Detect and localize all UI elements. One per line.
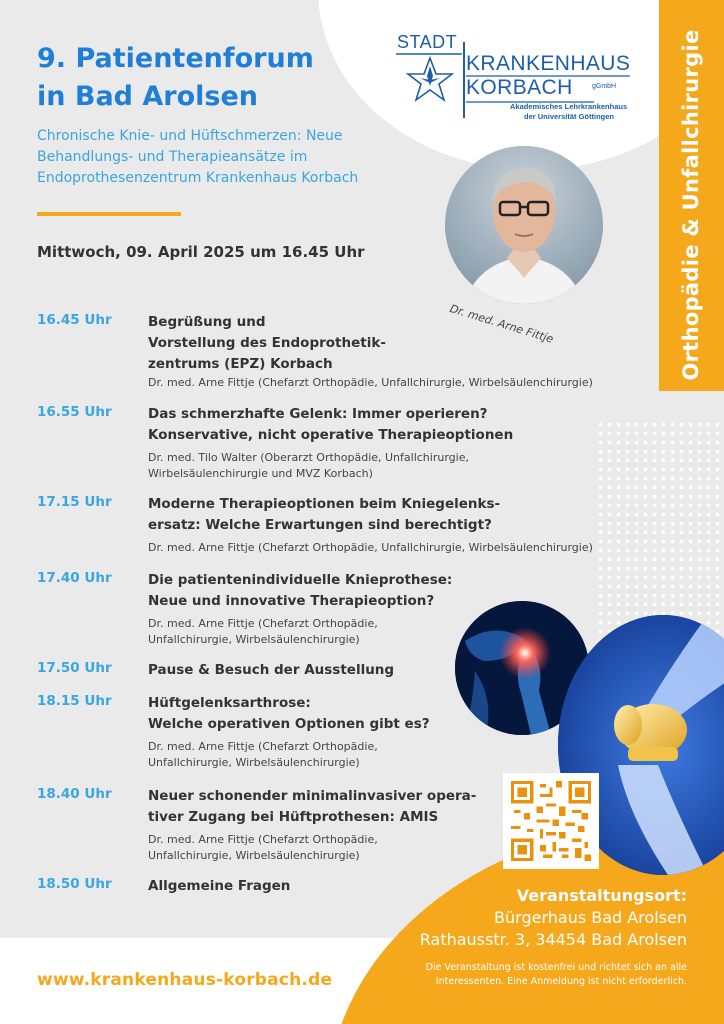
schedule-time: 18.40 Uhr — [37, 786, 112, 802]
side-banner-text: Orthopädie & Unfallchirurgie — [679, 29, 703, 381]
venue-name: Bürgerhaus Bad Arolsen — [494, 908, 687, 927]
schedule-speaker: Dr. med. Tilo Walter (Oberarzt Orthopädie, Unfallchirurgie, Wirbelsäulenchirurgie und MVZ Korbach) — [148, 451, 469, 480]
schedule-title: Das schmerzhafte Gelenk: Immer operieren? Konservative, nicht operative Therapieoptionen — [148, 406, 514, 443]
schedule-title: Begrüßung und Vorstellung des Endoprothetik- zentrums (EPZ) Korbach — [148, 314, 386, 372]
schedule-title: Hüftgelenksarthrose: Welche operativen Optionen gibt es? — [148, 695, 430, 732]
title-line-1: 9. Patientenforum — [37, 43, 314, 74]
schedule-title: Moderne Therapieoptionen beim Kniegelenks- ersatz: Welche Erwartungen sind berechtigt? — [148, 496, 501, 533]
schedule-time: 17.15 Uhr — [37, 494, 112, 510]
logo-korbach: KORBACH — [466, 76, 573, 99]
doctor-portrait — [445, 146, 603, 304]
divider-line — [37, 212, 181, 216]
schedule-title: Die patientenindividuelle Knieprothese: Neue und innovative Therapieoption? — [148, 572, 453, 609]
venue-address: Rathausstr. 3, 34454 Bad Arolsen — [419, 930, 687, 949]
schedule-title: Neuer schonender minimalinvasiver opera- tiver Zugang bei Hüftprothesen: AMIS — [148, 788, 477, 825]
schedule-time: 16.55 Uhr — [37, 404, 112, 420]
title-line-2: in Bad Arolsen — [37, 81, 259, 112]
qr-code[interactable] — [503, 773, 599, 869]
logo-krankenhaus: KRANKENHAUS — [466, 52, 631, 75]
schedule-speaker: Dr. med. Arne Fittje (Chefarzt Orthopädie, Unfallchirurgie, Wirbelsäulenchirurgie) — [148, 376, 593, 389]
logo-academic-line-2: der Universität Göttingen — [524, 112, 615, 121]
venue-info — [420, 885, 687, 989]
schedule-time: 18.50 Uhr — [37, 876, 112, 892]
logo-stadt: STADT — [397, 32, 458, 52]
website-link[interactable]: www.krankenhaus-korbach.de — [37, 970, 333, 990]
logo-ggmbh: gGmbH — [592, 83, 617, 90]
schedule-time: 18.15 Uhr — [37, 693, 112, 709]
schedule-speaker: Dr. med. Arne Fittje (Chefarzt Orthopädie, Unfallchirurgie, Wirbelsäulenchirurgie) — [148, 541, 593, 554]
schedule-time: 16.45 Uhr — [37, 312, 112, 328]
venue-note: Die Veranstaltung ist kostenfrei und richtet sich an alle Interessenten. Eine Anmeldung ist nicht erforderlich. — [425, 962, 687, 987]
hospital-logo — [394, 32, 634, 124]
schedule-speaker: Dr. med. Arne Fittje (Chefarzt Orthopädie, Unfallchirurgie, Wirbelsäulenchirurgie) — [148, 617, 378, 646]
event-date: Mittwoch, 09. April 2025 um 16.45 Uhr — [37, 243, 365, 261]
schedule-title: Allgemeine Fragen — [148, 878, 291, 894]
schedule-speaker: Dr. med. Arne Fittje (Chefarzt Orthopädie, Unfallchirurgie, Wirbelsäulenchirurgie) — [148, 740, 378, 769]
page-subtitle: Chronische Knie- und Hüftschmerzen: Neue Behandlungs- und Therapieansätze im Endoprothesenzentrum Krankenhaus Korbach — [37, 128, 359, 186]
schedule-time: 17.40 Uhr — [37, 570, 112, 586]
venue-heading: Veranstaltungsort: — [516, 886, 687, 905]
page-title — [37, 40, 314, 116]
schedule-speaker: Dr. med. Arne Fittje (Chefarzt Orthopädie, Unfallchirurgie, Wirbelsäulenchirurgie) — [148, 833, 378, 862]
logo-academic-line-1: Akademisches Lehrkrankenhaus — [510, 102, 628, 111]
schedule-title: Pause & Besuch der Ausstellung — [148, 662, 395, 678]
doctor-caption: Dr. med. Arne Fittje — [448, 302, 555, 346]
schedule-time: 17.50 Uhr — [37, 660, 112, 676]
qr-code-icon — [511, 781, 591, 861]
